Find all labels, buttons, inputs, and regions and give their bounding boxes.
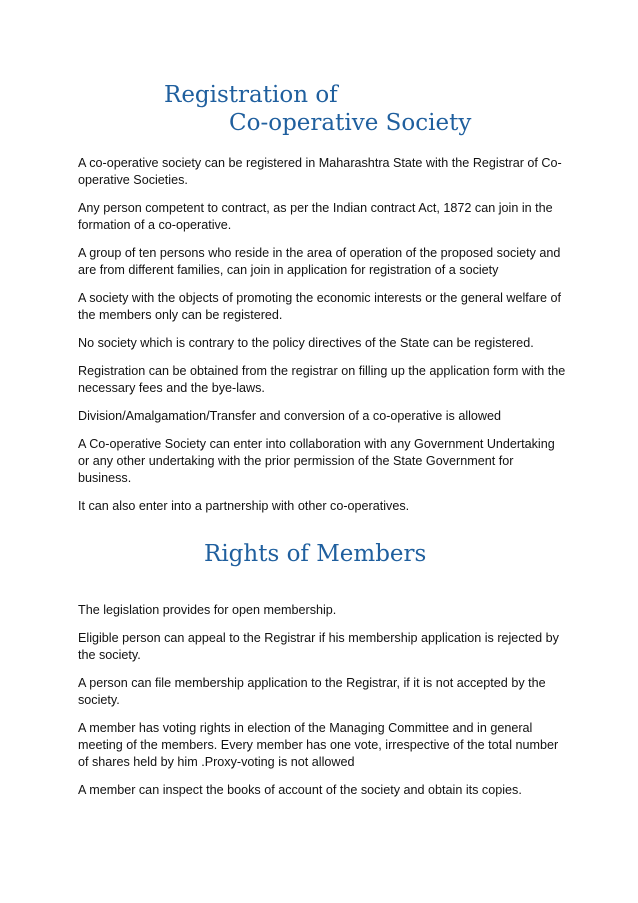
section1-title-line-1: Registration of — [164, 82, 338, 108]
section1-paragraph: No society which is contrary to the policy directives of the State can be registered. — [78, 336, 534, 350]
section2-paragraph: A member can inspect the books of account of the society and obtain its copies. — [78, 783, 522, 797]
section2-paragraph: Eligible person can appeal to the Registrar if his membership application is rejected by the society. — [78, 631, 559, 662]
section2-paragraph: The legislation provides for open membership. — [78, 603, 337, 617]
section1-paragraph: A Co-operative Society can enter into collaboration with any Government Undertaking or any other undertaking with the prior permission of the State Government for business. — [78, 437, 555, 485]
section1-paragraph: A co-operative society can be registered in Maharashtra State with the Registrar of Co-operative Societies. — [78, 156, 562, 187]
section2-paragraph: A member has voting rights in election of the Managing Committee and in general meeting of the members. Every member has one vote, irrespective of the total number of shares held by him .Proxy-voting is not allowed — [78, 721, 559, 769]
section1-paragraph: Any person competent to contract, as per the Indian contract Act, 1872 can join in the formation of a co-operative. — [78, 201, 553, 232]
section1-title-line-2: Co-operative Society — [229, 110, 472, 136]
section1-paragraph: A group of ten persons who reside in the area of operation of the proposed society and are from different families, can join in application for registration of a society — [78, 246, 561, 277]
section1-paragraph: A society with the objects of promoting the economic interests or the general welfare of the members only can be registered. — [78, 291, 562, 322]
section1-paragraph: Registration can be obtained from the registrar on filling up the application form with the necessary fees and the bye-laws. — [78, 364, 566, 395]
section1-paragraph: Division/Amalgamation/Transfer and conversion of a co-operative is allowed — [78, 409, 502, 423]
section2-title: Rights of Members — [204, 541, 427, 567]
section1-body — [78, 155, 568, 526]
section1-paragraph: It can also enter into a partnership with other co-operatives. — [78, 499, 410, 513]
section2-paragraph: A person can file membership application to the Registrar, if it is not accepted by the society. — [78, 676, 546, 707]
section2-body — [78, 602, 568, 810]
